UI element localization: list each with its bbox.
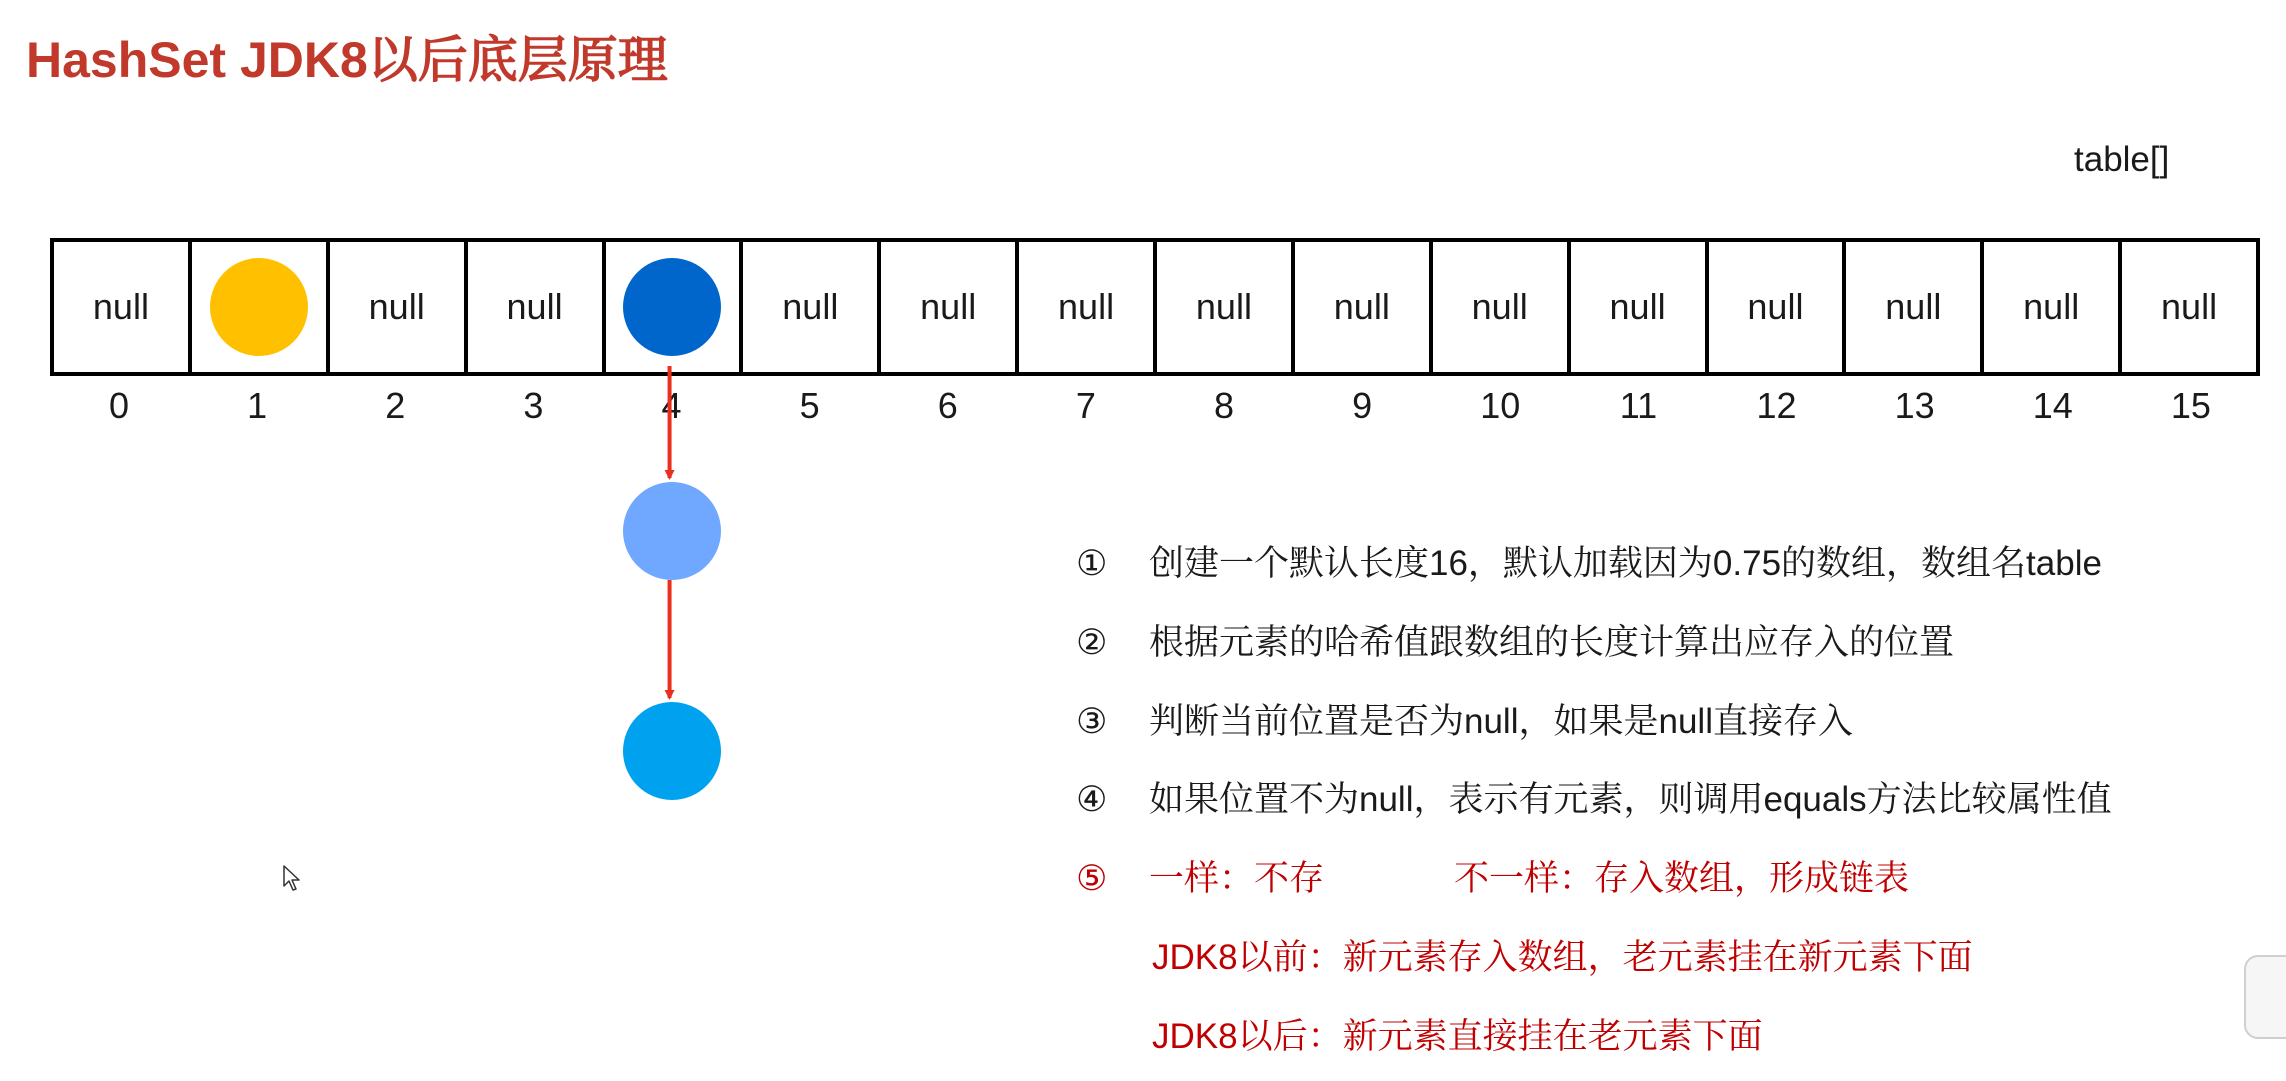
table-cell-12: [1709, 242, 1847, 372]
table-cell-6: [881, 242, 1019, 372]
cell-value: null: [368, 286, 425, 327]
index-label: 7: [1075, 385, 1096, 426]
mouse-cursor-icon: [282, 864, 302, 892]
step-5-same-text: 一样：不存: [1149, 859, 1325, 898]
table-array-label: table[]: [2074, 140, 2170, 179]
cell-value: null: [920, 286, 977, 327]
cell-value: null: [1609, 286, 1666, 327]
step-1-marker: ①: [1076, 544, 1108, 583]
index-row: [50, 382, 2260, 430]
step-2-text: 根据元素的哈希值跟数组的长度计算出应存入的位置: [1149, 623, 1955, 662]
index-label: 13: [1894, 385, 1935, 426]
index-label: 11: [1619, 385, 1658, 426]
cell-value: null: [1747, 286, 1804, 327]
bucket-node-1: [210, 258, 308, 356]
table-cell-11: [1571, 242, 1709, 372]
cell-value: null: [92, 286, 149, 327]
index-label: 3: [523, 385, 544, 426]
cell-value: null: [1885, 286, 1942, 327]
table-cell-4: [606, 242, 744, 372]
table-cell-10: [1433, 242, 1571, 372]
index-label: 0: [109, 385, 130, 426]
cell-value: null: [2023, 286, 2080, 327]
table-cell-14: [1984, 242, 2122, 372]
table-cell-15: [2122, 242, 2256, 372]
cell-value: null: [506, 286, 563, 327]
index-label: 12: [1756, 385, 1797, 426]
table-cell-9: [1295, 242, 1433, 372]
table-cell-3: [468, 242, 606, 372]
index-label: 14: [2032, 385, 2073, 426]
step-3-text: 判断当前位置是否为null，如果是null直接存入: [1149, 702, 1853, 741]
step-1-text: 创建一个默认长度16，默认加载因为0.75的数组，数组名table: [1149, 544, 2102, 583]
note-after-jdk8: JDK8以后：新元素直接挂在老元素下面: [1152, 1017, 1763, 1056]
step-5-different-text: 不一样：存入数组，形成链表: [1454, 859, 1910, 898]
step-3-marker: ③: [1076, 702, 1108, 741]
cell-value: null: [1471, 286, 1528, 327]
slide-title: HashSet JDK8以后底层原理: [26, 32, 668, 88]
floating-widget[interactable]: [2244, 955, 2286, 1039]
index-label: 15: [2170, 385, 2211, 426]
table-cell-8: [1157, 242, 1295, 372]
index-label: 4: [661, 385, 682, 426]
step-2-marker: ②: [1076, 623, 1108, 662]
index-label: 2: [385, 385, 406, 426]
note-before-jdk8: JDK8以前：新元素存入数组，老元素挂在新元素下面: [1152, 938, 1973, 977]
cell-value: null: [1058, 286, 1115, 327]
index-label: 9: [1352, 385, 1373, 426]
cell-value: null: [2161, 286, 2218, 327]
step-4-text: 如果位置不为null，表示有元素，则调用equals方法比较属性值: [1149, 780, 2112, 819]
table-cell-7: [1019, 242, 1157, 372]
index-label: 1: [247, 385, 268, 426]
index-label: 5: [799, 385, 820, 426]
cell-value: null: [1333, 286, 1390, 327]
table-cell-0: [54, 242, 192, 372]
index-label: 10: [1480, 385, 1521, 426]
linked-node-1: [623, 482, 721, 580]
table-cell-2: [330, 242, 468, 372]
index-label: 8: [1214, 385, 1235, 426]
linked-node-2: [623, 702, 721, 800]
step-4-marker: ④: [1076, 780, 1108, 819]
table-cell-1: [192, 242, 330, 372]
cell-value: null: [782, 286, 839, 327]
index-label: 6: [937, 385, 958, 426]
step-5-marker: ⑤: [1076, 859, 1108, 898]
table-cell-13: [1846, 242, 1984, 372]
cell-value: null: [1195, 286, 1252, 327]
table-cell-5: [743, 242, 881, 372]
hash-table: [50, 238, 2260, 376]
bucket-node-4: [623, 258, 721, 356]
